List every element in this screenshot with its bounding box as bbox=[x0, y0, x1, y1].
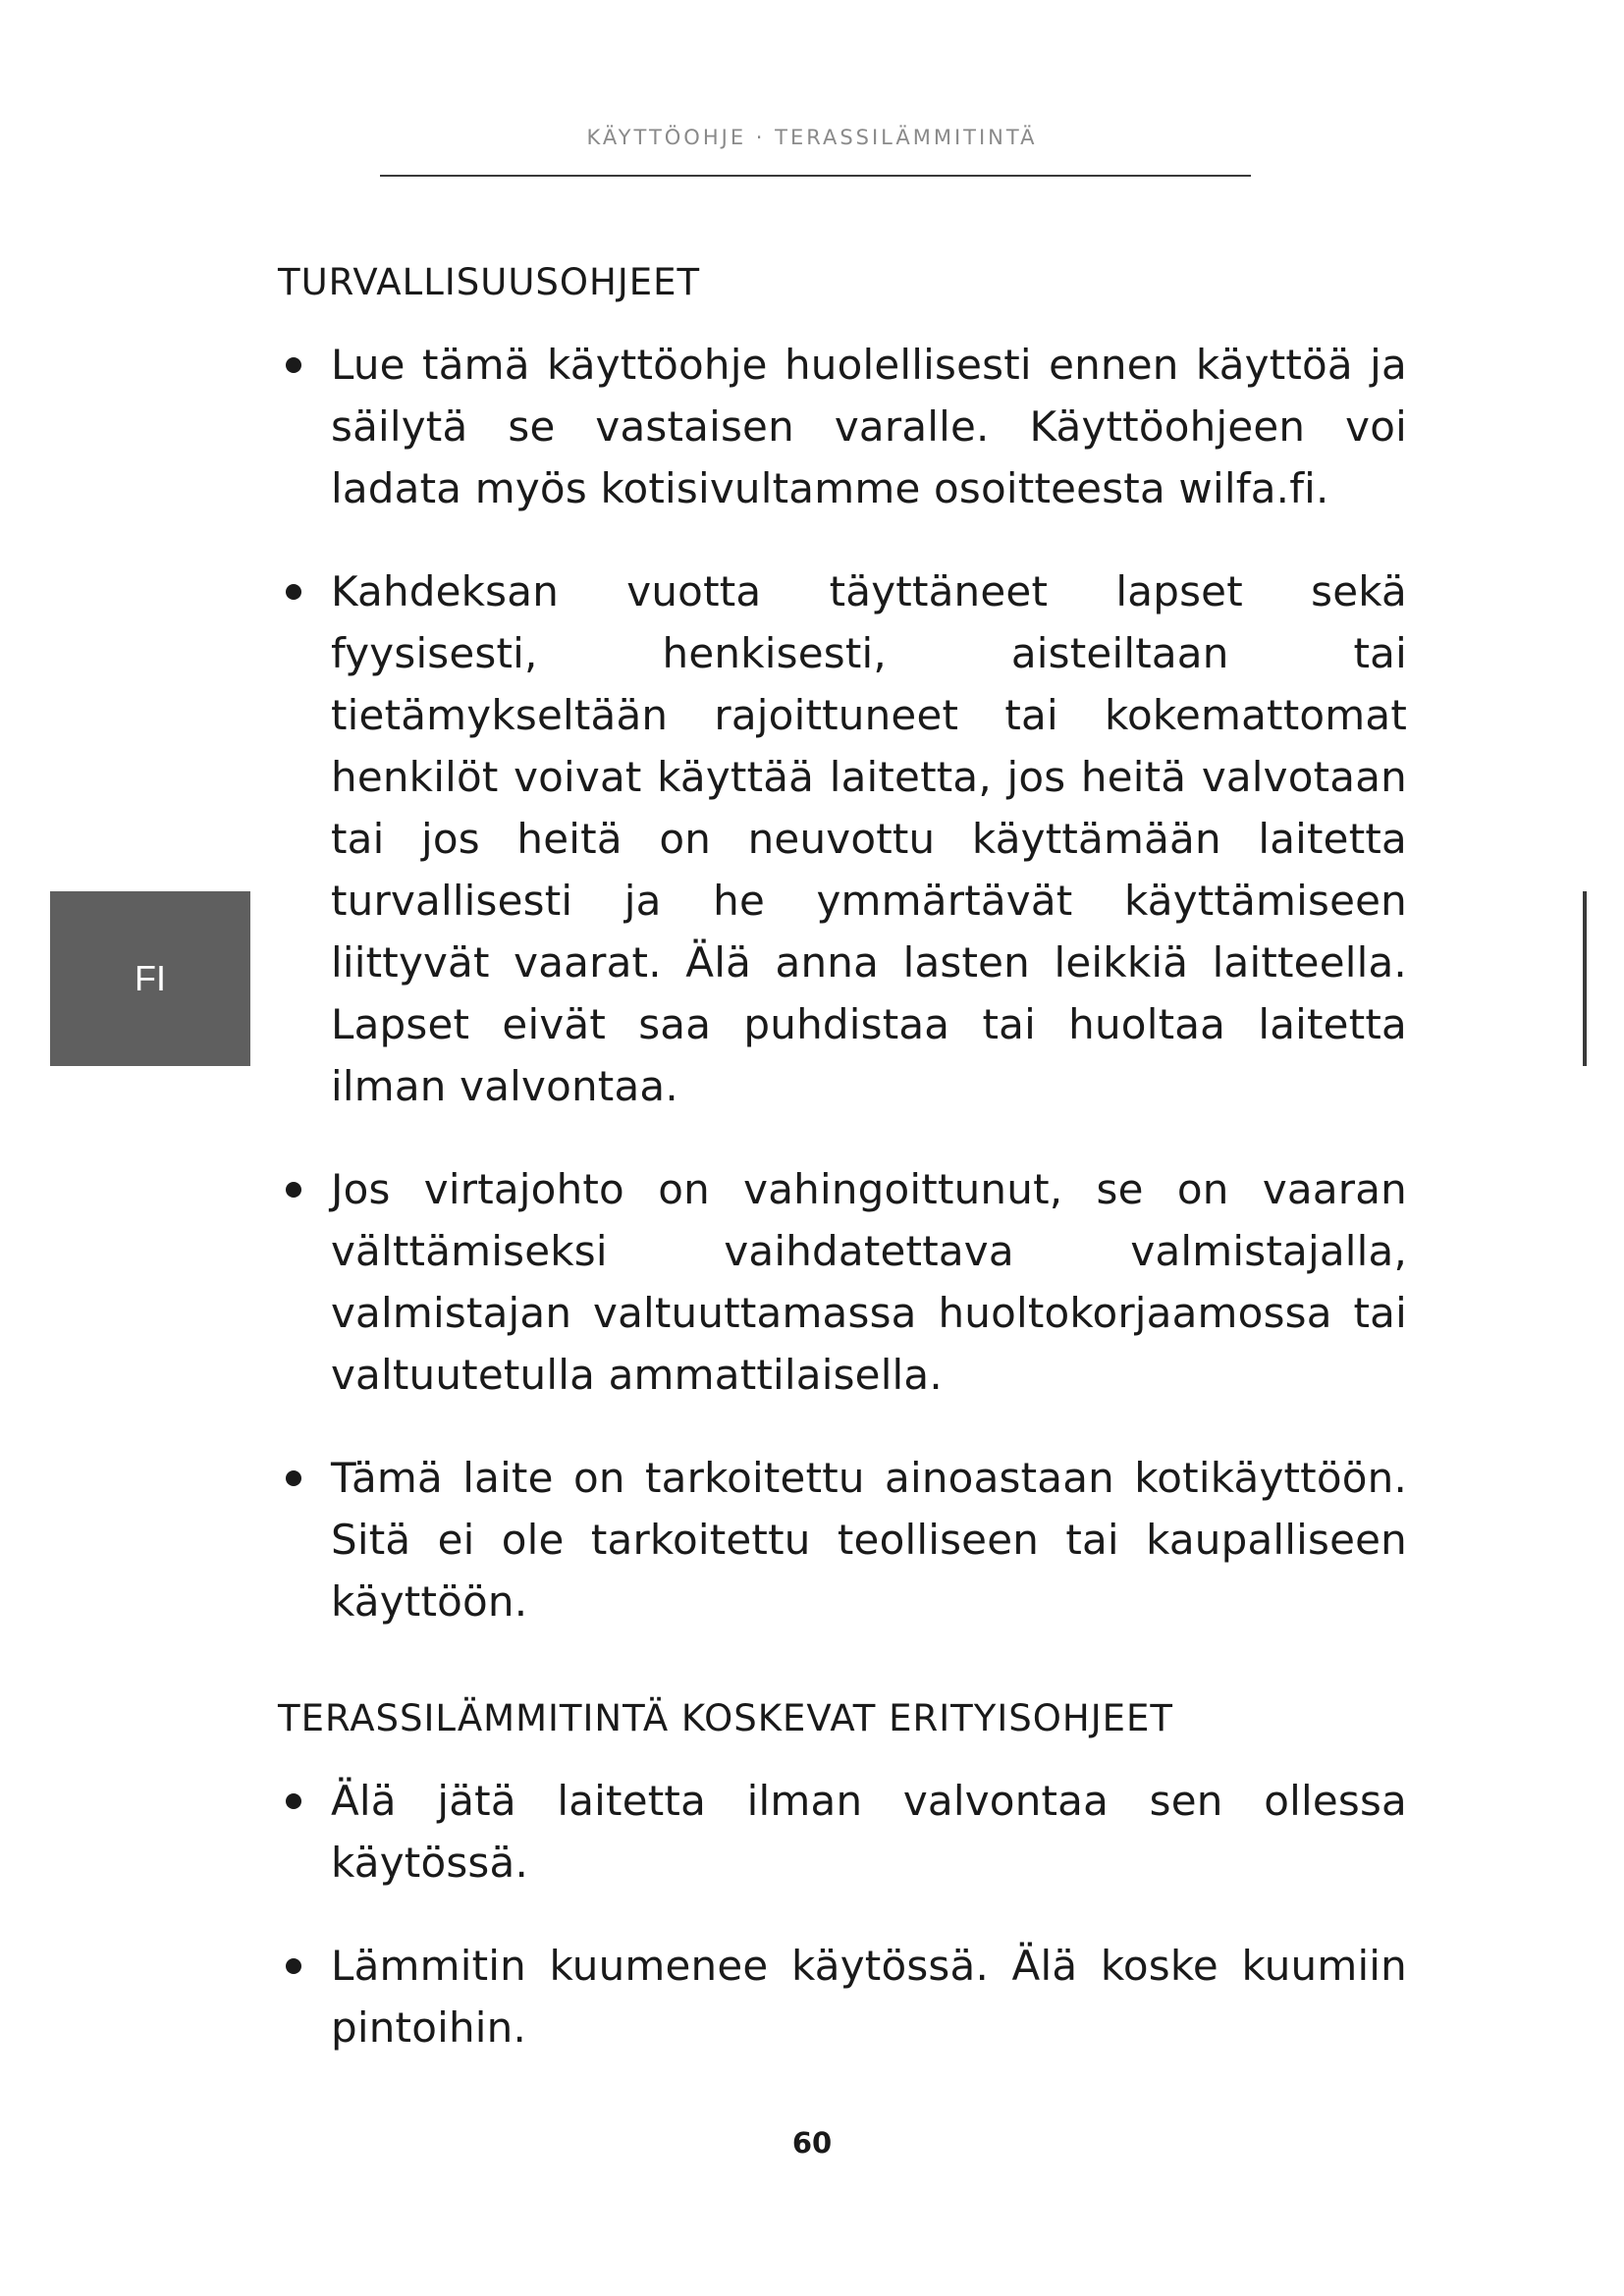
section-title-specific: TERASSILÄMMITINTÄ KOSKEVAT ERITYISOHJEET bbox=[278, 1697, 1173, 1739]
list-item bbox=[278, 1447, 1407, 1632]
list-item-text: Lue tämä käyttöohje huolellisesti ennen käyttöä ja säilytä se vastaisen varalle. Käyttöohjeen voi ladata myös kotisivultamme osoitteesta wilfa.fi. bbox=[331, 341, 1407, 512]
bullet-icon bbox=[286, 1470, 301, 1486]
list-item-text: Älä jätä laitetta ilman valvontaa sen ollessa käytössä. bbox=[331, 1777, 1407, 1887]
list-item bbox=[278, 1770, 1407, 1894]
list-item bbox=[278, 1158, 1407, 1406]
page-header-title: KÄYTTÖOHJE · TERASSILÄMMITINTÄ bbox=[586, 126, 1038, 149]
bullet-icon bbox=[286, 357, 301, 373]
specific-instructions-list bbox=[278, 1770, 1456, 2058]
list-item bbox=[278, 1935, 1407, 2058]
header-divider bbox=[380, 175, 1251, 177]
language-tab bbox=[50, 891, 250, 1066]
bullet-icon bbox=[286, 1182, 301, 1198]
list-item bbox=[278, 561, 1407, 1117]
page-number: 60 bbox=[791, 2126, 833, 2160]
list-item-text: Lämmitin kuumenee käytössä. Älä koske kuumiin pintoihin. bbox=[331, 1942, 1407, 2052]
document-body bbox=[278, 253, 1456, 2100]
side-marker-bar bbox=[1583, 891, 1587, 1066]
safety-instructions-list bbox=[278, 334, 1456, 1632]
language-tab-label: FI bbox=[135, 958, 166, 998]
section-title-safety: TURVALLISUUSOHJEET bbox=[278, 261, 701, 303]
list-item-text: Tämä laite on tarkoitettu ainoastaan kotikäyttöön. Sitä ei ole tarkoitettu teolliseen tai kaupalliseen käyttöön. bbox=[331, 1454, 1407, 1626]
list-item-text: Kahdeksan vuotta täyttäneet lapset sekä fyysisesti, henkisesti, aisteiltaan tai tietämykseltään rajoittuneet tai kokemattomat henkilöt voivat käyttää laitetta, jos heitä valvotaan tai jos heitä on neuvottu käyttämään laitetta turvallisesti ja he ymmärtävät käyttämiseen liittyvät vaarat. Älä anna lasten leikkiä laitteella. Lapset eivät saa puhdistaa tai huoltaa laitetta ilman valvontaa. bbox=[331, 567, 1407, 1110]
list-item bbox=[278, 334, 1407, 519]
bullet-icon bbox=[286, 1793, 301, 1809]
bullet-icon bbox=[286, 584, 301, 600]
list-item-text: Jos virtajohto on vahingoittunut, se on vaaran välttämiseksi vaihdatettava valmistajalla, valmistajan valtuuttamassa huoltokorjaamossa tai valtuutetulla ammattilaisella. bbox=[331, 1165, 1407, 1399]
bullet-icon bbox=[286, 1958, 301, 1974]
